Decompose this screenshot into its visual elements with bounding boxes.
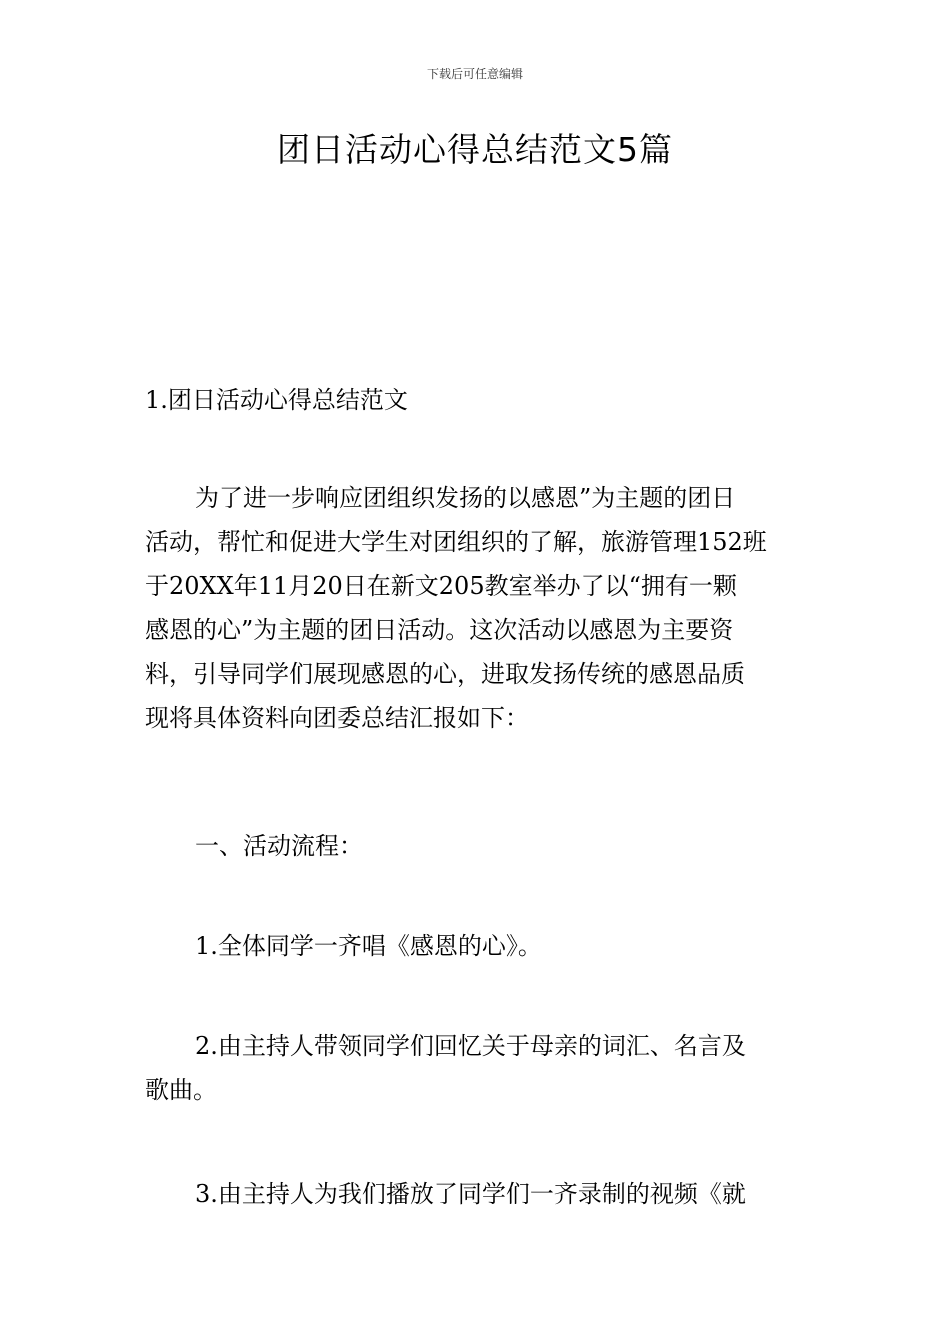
header-note: 下载后可任意编辑	[426, 67, 523, 81]
process-heading: 一、活动流程：	[195, 832, 363, 860]
intro-line: 现将具体资料向团委总结汇报如下：	[145, 704, 529, 732]
document-title: 团日活动心得总结范文5篇	[277, 130, 673, 169]
step-1: 1.全体同学一齐唱《感恩的心》。	[195, 932, 542, 960]
intro-line: 为了进一步响应团组织发扬的以感恩”为主题的团日	[195, 484, 736, 512]
intro-line: 料，引导同学们展现感恩的心，进取发扬传统的感恩品质	[145, 660, 745, 688]
step-3-line: 3.由主持人为我们播放了同学们一齐录制的视频《就	[195, 1180, 746, 1208]
step-2	[145, 1024, 810, 1112]
step-2-line: 歌曲。	[145, 1076, 217, 1104]
intro-paragraph	[145, 476, 810, 740]
step-2-line: 2.由主持人带领同学们回忆关于母亲的词汇、名言及	[195, 1032, 746, 1060]
intro-line: 感恩的心”为主题的团日活动。这次活动以感恩为主要资	[145, 616, 734, 644]
intro-line: 活动，帮忙和促进大学生对团组织的了解，旅游管理152班	[145, 528, 767, 556]
section-heading: 1.团日活动心得总结范文	[145, 386, 408, 414]
step-3	[145, 1172, 810, 1216]
intro-line: 于20XX年11月20日在新文205教室举办了以“拥有一颗	[145, 572, 737, 600]
